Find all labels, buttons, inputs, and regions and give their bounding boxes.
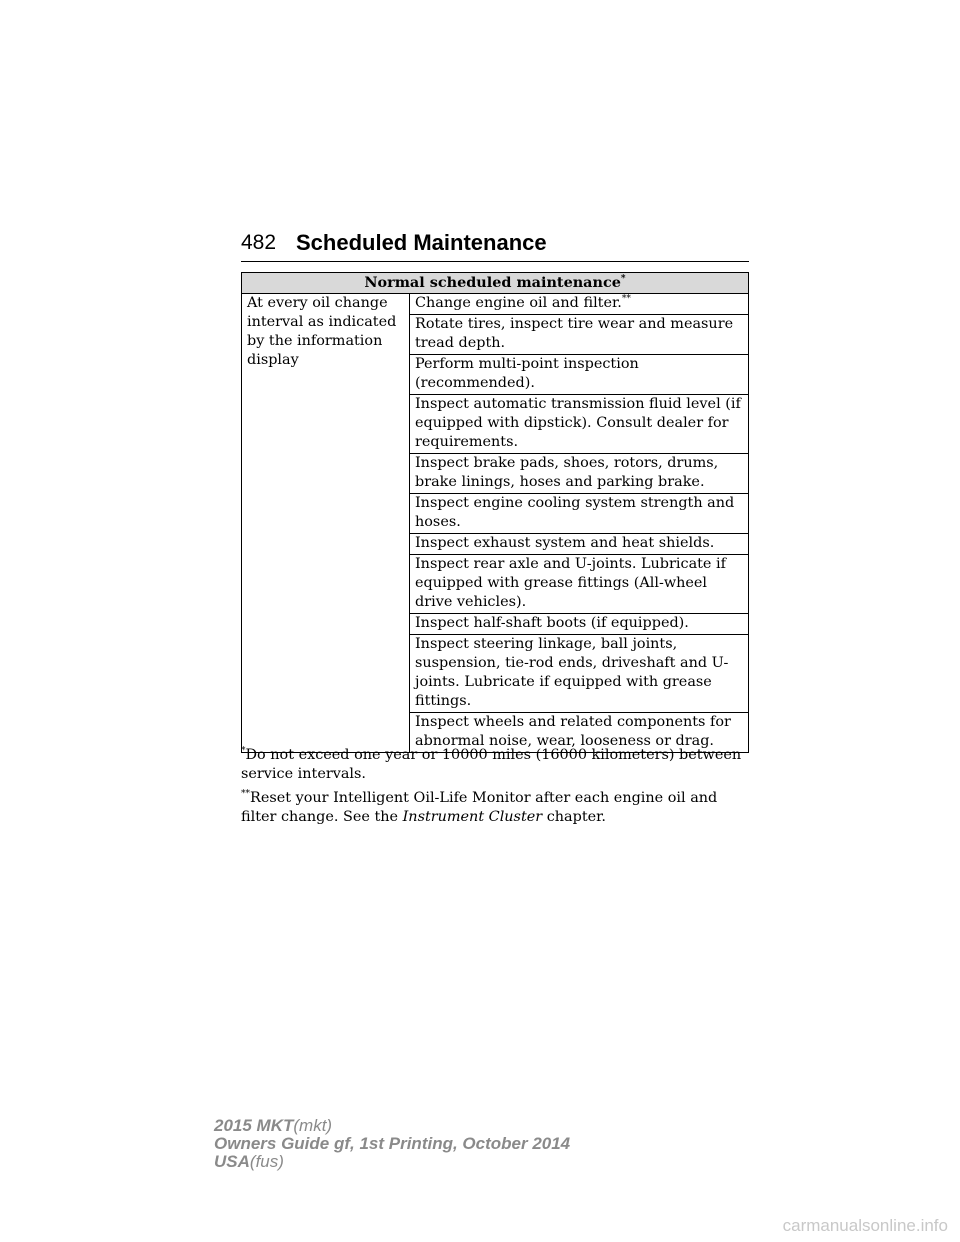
- section-title: Scheduled Maintenance: [296, 230, 547, 255]
- watermark: carmanualsonline.info: [782, 1216, 948, 1235]
- footnote-marker: **: [241, 789, 250, 799]
- item-cell: Rotate tires, inspect tire wear and measure tread depth.: [410, 315, 749, 355]
- chapter-reference: Instrument Cluster: [402, 809, 543, 825]
- item-cell: Inspect half-shaft boots (if equipped).: [410, 614, 749, 635]
- item-cell: Inspect exhaust system and heat shields.: [410, 534, 749, 555]
- page-footer: [214, 1117, 570, 1171]
- header-rule: [241, 261, 749, 262]
- item-cell: [410, 294, 749, 315]
- table-row: [242, 294, 749, 315]
- interval-cell: At every oil change interval as indicated by the information display: [242, 294, 410, 753]
- footnote-marker: *: [241, 746, 246, 756]
- footer-market-code: (fus): [249, 1152, 284, 1171]
- item-text: Change engine oil and filter.: [415, 295, 622, 311]
- item-cell: Perform multi-point inspection (recommended).: [410, 355, 749, 395]
- table-title: [242, 273, 749, 294]
- item-marker: **: [621, 294, 631, 304]
- maintenance-table: [241, 272, 749, 753]
- footer-line-model: [214, 1117, 570, 1135]
- footnote-interval: [241, 746, 751, 784]
- footnotes: [241, 746, 751, 832]
- footer-model: 2015 MKT: [214, 1116, 294, 1135]
- footnote-text: Do not exceed one year or 10000 miles (16000 kilometers) between service intervals.: [241, 747, 742, 782]
- item-cell: Inspect rear axle and U-joints. Lubricate if equipped with grease fittings (All-wheel drive vehicles).: [410, 555, 749, 614]
- footer-line-market: [214, 1153, 570, 1171]
- table-title-text: Normal scheduled maintenance: [364, 274, 621, 291]
- footnote-text-end: chapter.: [542, 809, 607, 825]
- item-cell: Inspect wheels and related components for abnormal noise, wear, looseness or drag.: [410, 713, 749, 753]
- item-cell: Inspect brake pads, shoes, rotors, drums, brake linings, hoses and parking brake.: [410, 454, 749, 494]
- footer-line-guide: Owners Guide gf, 1st Printing, October 2014: [214, 1134, 571, 1153]
- table-title-marker: *: [620, 274, 626, 284]
- table-title-row: [242, 273, 749, 294]
- footnote-oil-life: [241, 789, 751, 827]
- item-cell: Inspect automatic transmission fluid level (if equipped with dipstick). Consult dealer for requirements.: [410, 395, 749, 454]
- page-header: [241, 229, 749, 259]
- page-number: 482: [241, 231, 277, 254]
- footer-model-code: (mkt): [293, 1116, 333, 1135]
- item-cell: Inspect steering linkage, ball joints, suspension, tie-rod ends, driveshaft and U-joints. Lubricate if equipped with grease fittings.: [410, 635, 749, 713]
- footer-market: USA: [214, 1152, 250, 1171]
- footnote-text: Reset your Intelligent Oil-Life Monitor after each engine oil and filter change. See the: [241, 790, 718, 825]
- item-cell: Inspect engine cooling system strength and hoses.: [410, 494, 749, 534]
